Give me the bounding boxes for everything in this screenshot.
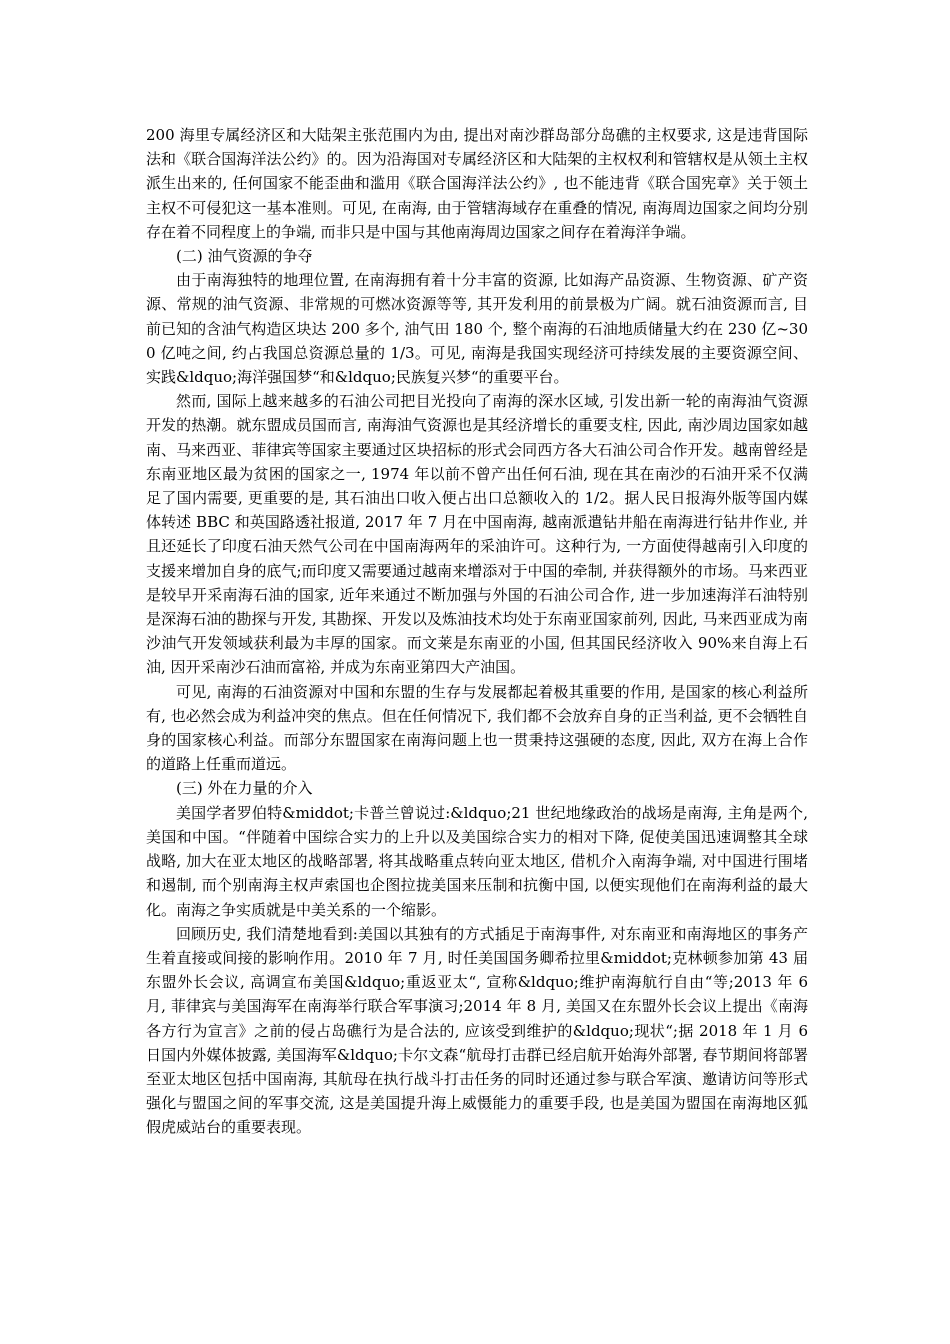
paragraph-kaplan: 美国学者罗伯特&middot;卡普兰曾说过:&ldquo;21 世纪地缘政治的战场是南海, 主角是两个, 美国和中国。“伴随着中国综合实力的上升以及美国综合实力的相对下降, 促使美国迅速调整其全球战略, 加大在亚太地区的战略部署, 将其战略重点转向亚太地区, 借机介入南海争端, 对中国进行围堵和遏制, 而个别南海主权声索国也企图拉拢美国来压制和抗衡中国, 以便实现他们在南海利益的最大化。南海之争实质就是中美关系的一个缩影。 bbox=[146, 803, 808, 919]
paragraph-resources: 由于南海独特的地理位置, 在南海拥有着十分丰富的资源, 比如海产品资源、生物资源、矿产资源、常规的油气资源、非常规的可燃冰资源等等, 其开发利用的前景极为广阔。就石油资源而言, 目前已知的含油气构造区块达 200 多个, 油气田 180 个, 整个南海的石油地质储量大约在 230 亿~300 亿吨之间, 约占我国总资源总量的 1/3。可见, 南海是我国实现经济可持续发展的主要资源空间、实践&ldquo;海洋强国梦“和&ldquo;民族复兴梦“的重要平台。 bbox=[146, 271, 808, 387]
paragraph-oil-companies: 然而, 国际上越来越多的石油公司把目光投向了南海的深水区域, 引发出新一轮的南海油气资源开发的热潮。就东盟成员国而言, 南海油气资源也是其经济增长的重要支柱, 因此, 南沙周边国家如越南、马来西亚、菲律宾等国家主要通过区块招标的形式会同西方各大石油公司合作开发。越南曾经是东南亚地区最为贫困的国家之一, 1974 年以前不曾产出任何石油, 现在其在南沙的石油开采不仅满足了国内需要, 更重要的是, 其石油出口收入便占出口总额收入的 1/2。据人民日报海外版等国内媒体转述 BBC 和英国路透社报道, 2017 年 7 月在中国南海, 越南派遣钻井船在南海进行钻井作业, 并且还延长了印度石油天然气公司在中国南海两年的采油许可。这种行为, 一方面使得越南引入印度的支援来增加自身的底气;而印度又需要通过越南来增添对于中国的牵制, 并获得额外的市场。马来西亚是较早开采南海石油的国家, 近年来通过不断加强与外国的石油公司合作, 进一步加速海洋石油特别是深海石油的勘探与开发, 其勘探、开发以及炼油技术均处于东南亚国家前列, 因此, 马来西亚成为南沙油气开发领域获利最为丰厚的国家。而文莱是东南亚的小国, 但其国民经济收入 90%来自海上石油, 因开采南沙石油而富裕, 并成为东南亚第四大产油国。 bbox=[146, 392, 808, 677]
section-heading-oil-gas: (二) 油气资源的争夺 bbox=[176, 247, 313, 266]
paragraph-history: 回顾历史, 我们清楚地看到:美国以其独有的方式插足于南海事件, 对东南亚和南海地区的事务产生着直接或间接的影响作用。2010 年 7 月, 时任美国国务卿希拉里&middot;克林顿参加第 43 届东盟外长会议, 高调宣布美国&ldquo;重返亚太“, 宣称&ldquo;维护南海航行自由“等;2013 年 6 月, 菲律宾与美国海军在南海举行联合军事演习;2014 年 8 月, 美国又在东盟外长会议上提出《南海各方行为宣言》之前的侵占岛礁行为是合法的, 应该受到维护的&ldquo;现状“;据 2018 年 1 月 6 日国内外媒体披露, 美国海军&ldquo;卡尔文森“航母打击群已经启航开始海外部署, 春节期间将部署至亚太地区包括中国南海, 其航母在执行战斗打击任务的同时还通过参与联合军演、邀请访问等形式强化与盟国之间的军事交流, 这是美国提升海上威慑能力的重要手段, 也是美国为盟国在南海地区狐假虎威站台的重要表现。 bbox=[146, 924, 808, 1137]
document-body bbox=[146, 123, 808, 1140]
paragraph-continuation: 200 海里专属经济区和大陆架主张范围内为由, 提出对南沙群岛部分岛礁的主权要求, 这是违背国际法和《联合国海洋法公约》的。因为沿海国对专属经济区和大陆架的主权权利和管辖权是从领土主权派生出来的, 任何国家不能歪曲和滥用《联合国海洋法公约》, 也不能违背《联合国宪章》关于领土主权不可侵犯这一基本准则。可见, 在南海, 由于管辖海域存在重叠的情况, 南海周边国家之间均分别存在着不同程度上的争端, 而非只是中国与其他南海周边国家之间存在着海洋争端。 bbox=[146, 126, 808, 241]
section-heading-external-forces: (三) 外在力量的介入 bbox=[176, 779, 313, 798]
paragraph-core-interests: 可见, 南海的石油资源对中国和东盟的生存与发展都起着极其重要的作用, 是国家的核心利益所有, 也必然会成为利益冲突的焦点。但在任何情况下, 我们都不会放弃自身的正当利益, 更不会牺牲自身的国家核心利益。而部分东盟国家在南海问题上也一贯秉持这强硬的态度, 因此, 双方在海上合作的道路上任重而道远。 bbox=[146, 682, 808, 774]
